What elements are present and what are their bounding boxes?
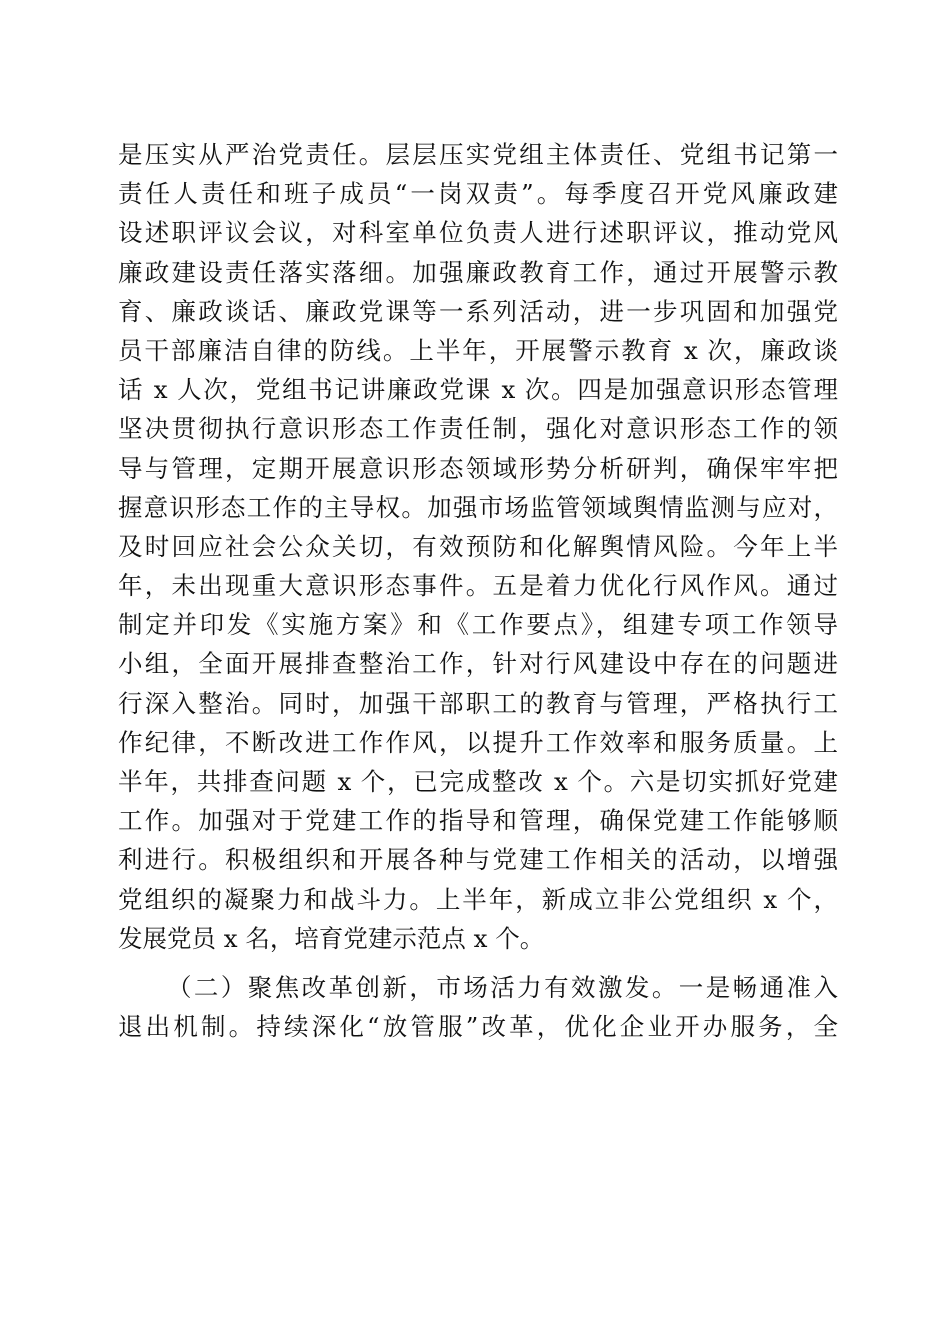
paragraph-spacer (118, 958, 838, 968)
text-line: 制定并印发《实施方案》和《工作要点》，组建专项工作领导 (118, 610, 838, 640)
text-line: 育、廉政谈话、廉政党课等一系列活动，进一步巩固和加强党 (118, 296, 838, 326)
text-line: 党组织的凝聚力和战斗力。上半年，新成立非公党组织 x 个， (118, 884, 838, 914)
text-line: 发展党员 x 名，培育党建示范点 x 个。 (118, 923, 545, 953)
text-line: 行深入整治。同时，加强干部职工的教育与管理，严格执行工 (118, 688, 838, 718)
text-line: 设述职评议会议，对科室单位负责人进行述职评议，推动党风 (118, 218, 838, 248)
text-line: 导与管理，定期开展意识形态领域形势分析研判，确保牢牢把 (118, 453, 838, 483)
text-line: 工作。加强对于党建工作的指导和管理，确保党建工作能够顺 (118, 806, 838, 836)
section-heading-line: （二）聚焦改革创新，市场活力有效激发。一是畅通准入 (167, 972, 838, 1002)
text-line: 小组，全面开展排查整治工作，针对行风建设中存在的问题进 (118, 649, 838, 679)
text-line: 责任人责任和班子成员“一岗双责”。每季度召开党风廉政建 (118, 179, 838, 209)
text-line: 利进行。积极组织和开展各种与党建工作相关的活动，以增强 (118, 845, 838, 875)
text-line: 及时回应社会公众关切，有效预防和化解舆情风险。今年上半 (118, 531, 838, 561)
document-body (118, 135, 838, 1046)
text-line: 员干部廉洁自律的防线。上半年，开展警示教育 x 次，廉政谈 (118, 335, 838, 365)
text-line: 半年，共排查问题 x 个，已完成整改 x 个。六是切实抓好党建 (118, 767, 838, 796)
text-line: 坚决贯彻执行意识形态工作责任制，强化对意识形态工作的领 (118, 414, 838, 444)
paragraph-party-building (118, 135, 838, 958)
text-line: 廉政建设责任落实落细。加强廉政教育工作，通过开展警示教 (118, 257, 838, 287)
text-line: 退出机制。持续深化“放管服”改革，优化企业开办服务，全 (118, 1012, 838, 1042)
text-line: 作纪律，不断改进工作作风，以提升工作效率和服务质量。上 (118, 727, 838, 757)
text-line: 是压实从严治党责任。层层压实党组主体责任、党组书记第一 (118, 140, 838, 169)
text-line: 年，未出现重大意识形态事件。五是着力优化行风作风。通过 (118, 571, 838, 601)
paragraph-reform-innovation (118, 968, 838, 1046)
text-line: 话 x 人次，党组书记讲廉政党课 x 次。四是加强意识形态管理 (118, 375, 838, 405)
text-line: 握意识形态工作的主导权。加强市场监管领域舆情监测与应对， (118, 492, 838, 522)
